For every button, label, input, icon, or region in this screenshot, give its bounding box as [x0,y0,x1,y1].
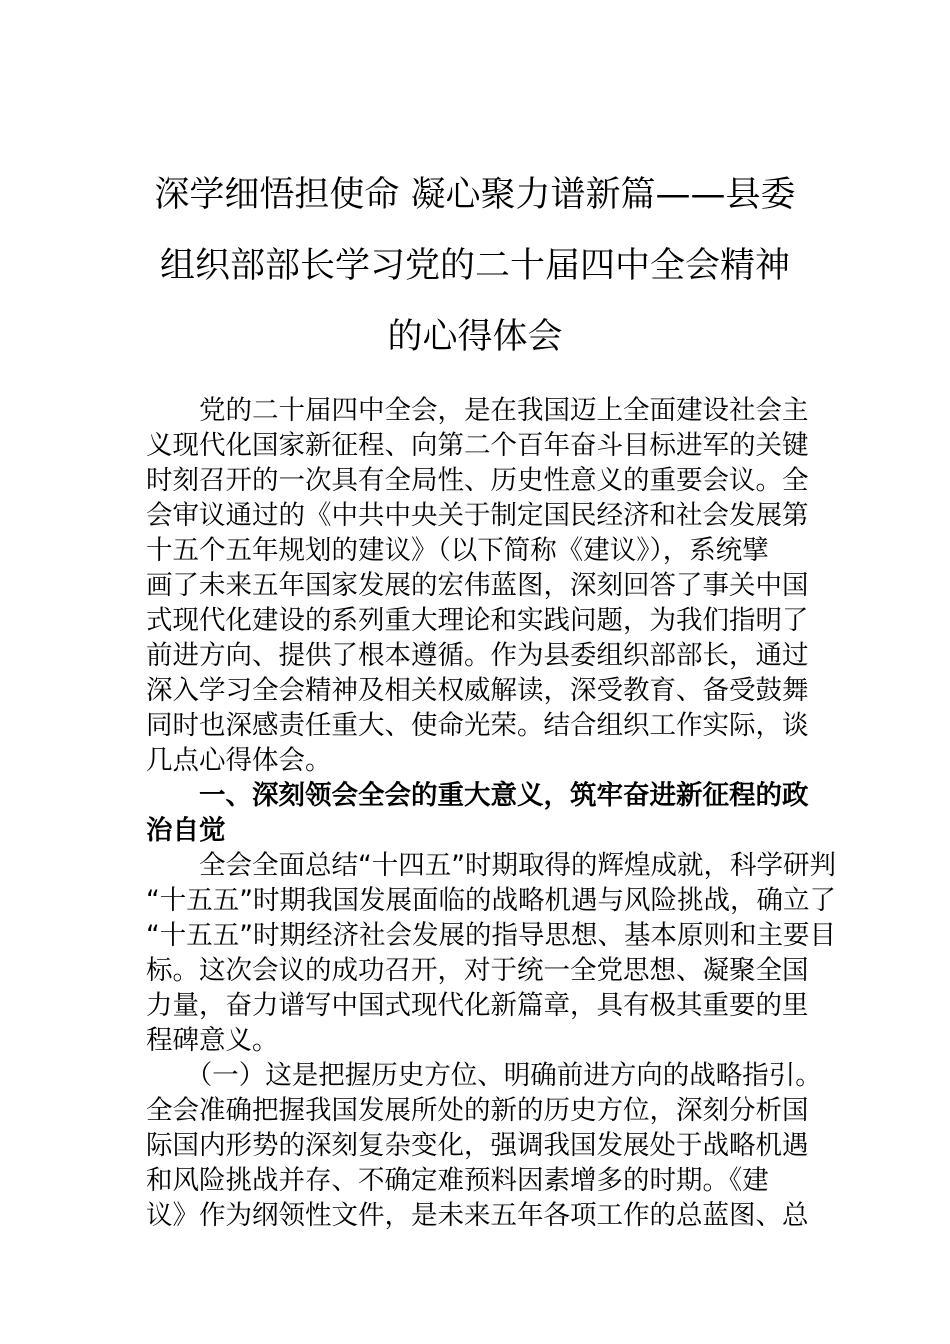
title-line: 的心得体会 [387,317,563,357]
paragraph-line: 和风险挑战并存、不确定难预料因素增多的时期。《建 [146,1165,769,1196]
paragraph-line: 深入学习全会精神及相关权威解读，深受教育、备受鼓舞 [146,675,809,706]
subsection-heading-line: （一）这是把握历史方位、明确前进方向的战略指引。 [146,1060,822,1091]
paragraph-line: 程碑意义。 [146,1025,279,1056]
title-line: 组织部部长学习党的二十届四中全会精神 [159,246,790,286]
section-heading-line: 治自觉 [146,815,226,846]
paragraph-line: 力量，奋力谱写中国式现代化新篇章，具有极其重要的里 [146,990,809,1021]
paragraph-line: 党的二十届四中全会，是在我国迈上全面建设社会主 [146,395,809,426]
document-body [146,393,836,1233]
section-heading-line: 一、深刻领会全会的重大意义，筑牢奋进新征程的政 [146,780,809,811]
paragraph-line: 几点心得体会。 [146,745,332,776]
paragraph-line: 十五个五年规划的建议》（以下简称《建议》），系统擘 [146,535,769,566]
paragraph-line: “十五五”时期经济社会发展的指导思想、基本原则和主要目 [146,920,836,951]
title-line: 深学细悟担使命 凝心聚力谱新篇——县委 [154,175,796,215]
paragraph-line: 式现代化建设的系列重大理论和实践问题，为我们指明了 [146,605,809,636]
paragraph-line: 画了未来五年国家发展的宏伟蓝图，深刻回答了事关中国 [146,570,809,601]
paragraph-line: 标。这次会议的成功召开，对于统一全党思想、凝聚全国 [146,955,809,986]
paragraph-line: 议》作为纲领性文件，是未来五年各项工作的总蓝图、总 [146,1200,809,1231]
paragraph-line: “十五五”时期我国发展面临的战略机遇与风险挑战，确立了 [146,885,836,916]
paragraph-line: 全会全面总结“十四五”时期取得的辉煌成就，科学研判 [146,850,836,881]
paragraph-line: 全会准确把握我国发展所处的新的历史方位，深刻分析国 [146,1095,809,1126]
document-title [130,160,820,373]
paragraph-line: 前进方向、提供了根本遵循。作为县委组织部部长，通过 [146,640,809,671]
paragraph-line: 义现代化国家新征程、向第二个百年奋斗目标进军的关键 [146,430,809,461]
paragraph-line: 同时也深感责任重大、使命光荣。结合组织工作实际，谈 [146,710,809,741]
paragraph-line: 会审议通过的《中共中央关于制定国民经济和社会发展第 [146,500,809,531]
paragraph-line: 时刻召开的一次具有全局性、历史性意义的重要会议。全 [146,465,809,496]
paragraph-line: 际国内形势的深刻复杂变化，强调我国发展处于战略机遇 [146,1130,809,1161]
